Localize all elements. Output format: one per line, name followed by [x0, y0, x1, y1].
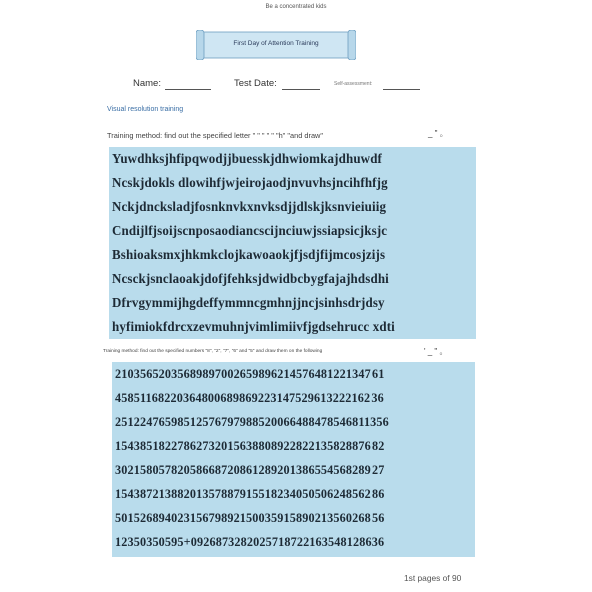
- number-row[interactable]: 15438518227862732015638808922822135828876 82: [115, 439, 385, 453]
- number-row[interactable]: 45851168220364800689869223147529613222162 36: [115, 391, 384, 405]
- letter-training-method: Training method: find out the specified letter " " " " " "h" "and draw": [107, 131, 324, 140]
- title-banner: [196, 30, 356, 60]
- letter-row[interactable]: Yuwdhksjhfipqwodjjbuesskjdhwiomkajdhuwdf: [112, 151, 383, 166]
- self-assessment-label: Self-assessment:: [334, 81, 373, 87]
- letter-answer-mark: _ " 。: [428, 129, 448, 138]
- section-label: Visual resolution training: [107, 106, 184, 113]
- self-assessment-field[interactable]: [383, 89, 420, 90]
- number-answer-mark: ' _ " 。: [424, 347, 448, 356]
- number-grid: [112, 362, 475, 557]
- letter-row[interactable]: Nckjdncksladjfosnknvkxnvksdjjdlskjksnvieiuiig: [112, 199, 387, 214]
- info-fields: [133, 78, 433, 92]
- name-label: Name:: [133, 78, 161, 89]
- letter-row[interactable]: Bshioaksmxjhkmkclojkawoaokjfjsdjfijmcosjzijs: [112, 247, 386, 262]
- letter-row[interactable]: Dfrvgymmijhgdeffymmncgmhnjjncjsinhsdrjdsy: [112, 295, 385, 310]
- test-date-field[interactable]: [282, 89, 320, 90]
- number-row[interactable]: 15438721388201357887915518234050506248562 86: [115, 487, 385, 501]
- letter-row[interactable]: Ncsckjsnclaoakjdofjfehksjdwidbcbygfajajhdsdhi: [112, 271, 389, 286]
- number-training-method: Training method: find out the specified numbers "8", "2", "7", "6" and "5" and draw them on the following: [103, 349, 323, 354]
- banner-title: First Day of Attention Training: [233, 40, 319, 47]
- number-row[interactable]: 21035652035689897002659896214576481221347 61: [115, 367, 385, 381]
- number-row[interactable]: 50152689402315679892150035915890213560268 56: [115, 511, 385, 525]
- number-row[interactable]: 12350350595+0926873282025718722163548128636: [115, 535, 385, 549]
- letter-row[interactable]: hyfimiokfdrcxzevmuhnjvimlimiivfjgdsehrucc xdti: [112, 319, 395, 334]
- letter-row[interactable]: Cndijlfjsoijscnposaodiancscijnciuwjssiapsicjksjc: [112, 223, 388, 238]
- test-date-label: Test Date:: [234, 78, 277, 89]
- number-row[interactable]: 25122476598512576797988520066488478546811356: [115, 415, 389, 429]
- letter-row[interactable]: Ncskjdokls dlowihfjwjeirojaodjnvuvhsjncihfhfjg: [112, 175, 388, 190]
- page-number: 1st pages of 90: [404, 573, 462, 583]
- name-field[interactable]: [165, 89, 211, 90]
- number-row[interactable]: 30215805782058668720861289201386554568289 27: [115, 463, 385, 477]
- letter-grid: [109, 147, 476, 339]
- tagline: Be a concentrated kids: [265, 4, 327, 10]
